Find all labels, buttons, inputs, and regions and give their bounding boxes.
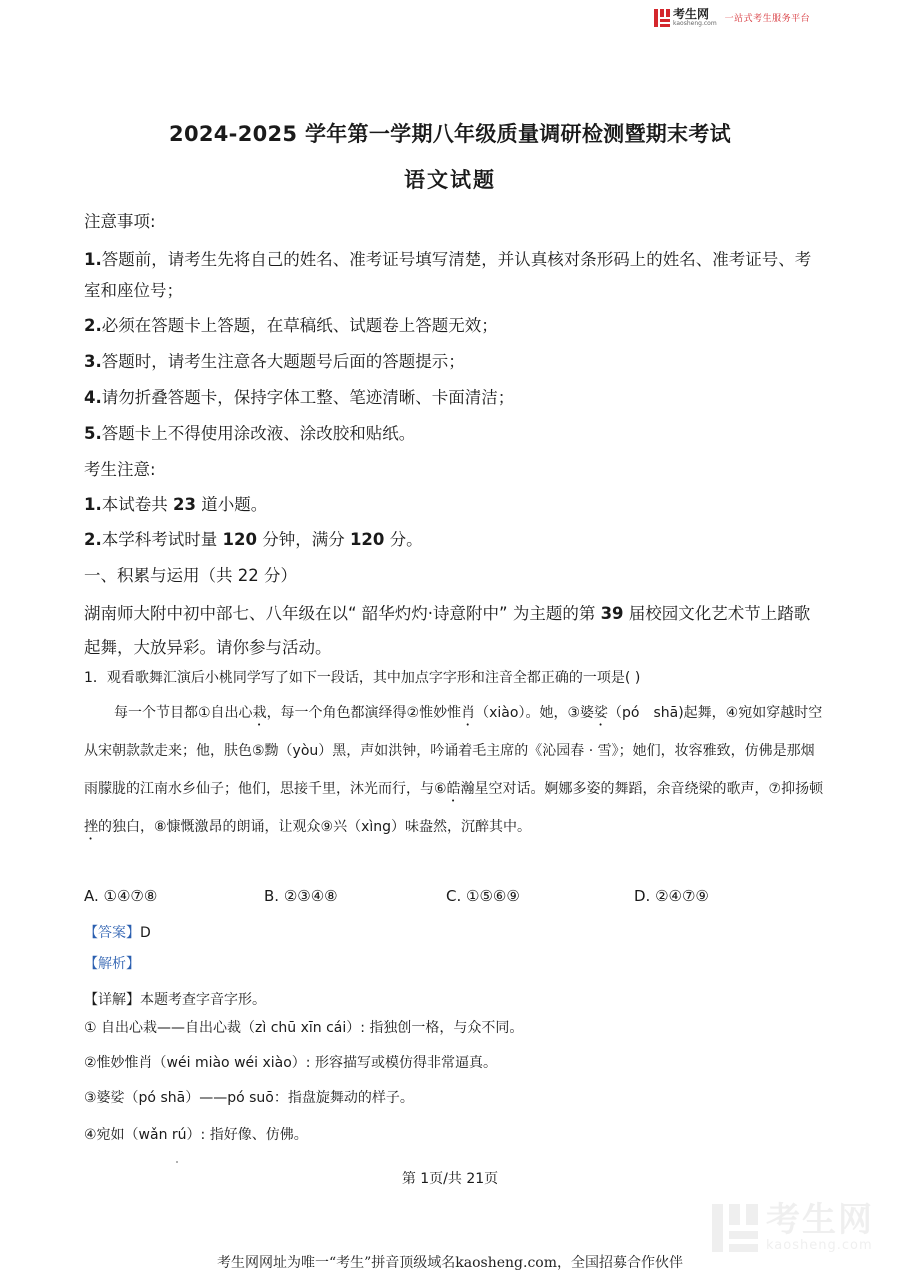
notice-item-number: 3. [84,352,102,371]
item-text: 道小题。 [195,495,268,514]
dotted-char: 栽 [252,705,267,721]
item-text: 本学科考试时量 [101,530,223,549]
section-heading: 一、积累与运用（共 22 分） [84,566,297,585]
notice-item [84,348,465,372]
option-b: B. ②③④⑧ [264,887,338,905]
passage-text: ，每一个角色都演绎得②惟妙惟 [266,705,462,721]
analysis-detail: ②惟妙惟肖（wéi miào wéi xiào）: 形容描写或模仿得非常逼真。 [84,1055,497,1071]
passage-text: 每一个节目都①自出心 [114,705,253,721]
notice-item-text: 请勿折叠答题卡，保持字体工整、笔迹清晰、卡面清洁； [101,388,515,407]
intro-text: 届校园文化艺术节上踏歌起舞，大放异彩。请你参与活动。 [84,604,811,657]
candidate-notice-item [84,526,423,550]
candidate-notice-heading: 考生注意: [84,460,156,479]
stray-dot [176,1161,178,1163]
exam-title: 2024-2025 学年第一学期八年级质量调研检测暨期末考试 [169,122,731,146]
answer-label: 【答案】 [84,925,140,941]
analysis-detail: ③婆娑（pó shā）——pó suō：指盘旋舞动的样子。 [84,1090,414,1106]
notice-item [84,244,820,306]
exam-subtitle: 语文试题 [404,168,496,192]
dotted-char: 皓 [446,781,461,797]
item-text: 分钟，满分 [256,530,350,549]
notice-item [84,384,514,408]
page-number: 第 1页/共 21页 [401,1171,499,1187]
watermark-url: kaosheng.com [766,1238,873,1253]
dotted-char: 挫 [84,819,98,835]
question-passage [84,694,824,846]
intro-bold-number: 39 [600,604,624,623]
item-number: 1. [84,495,102,514]
logo-slogan: 一站式考生服务平台 [724,14,811,24]
passage-text: （xiào）。她，③婆 [475,705,594,721]
watermark-logo-icon [712,1204,758,1252]
item-text: 本试卷共 [101,495,173,514]
analysis-detail: ④宛如（wǎn rú）: 指好像、仿佛。 [84,1127,308,1143]
watermark-name: 考生网 [766,1200,874,1240]
notice-item-number: 5. [84,424,102,443]
option-a: A. ①④⑦⑧ [84,887,158,905]
logo-url: kaosheng.com [673,20,717,27]
notice-heading: 注意事项: [84,212,156,231]
notice-item-text: 必须在答题卡上答题，在草稿纸、试题卷上答题无效； [101,316,498,335]
answer-value: D [140,925,151,941]
item-text: 分。 [384,530,423,549]
analysis-detail: ① 自出心栽——自出心裁（zì chū xīn cái）: 指独创一格，与众不同。 [84,1020,524,1036]
notice-item-text: 答题时，请考生注意各大题题号后面的答题提示； [101,352,465,371]
watermark [712,1200,874,1253]
item-bold-number: 120 [349,530,385,549]
item-number: 2. [84,530,102,549]
candidate-notice-item [84,491,267,515]
notice-item-number: 4. [84,388,102,407]
passage-text: （pó shā)起舞，④宛如穿越时空从宋朝款款走来；他，肤色⑤黝（yòu）黑，声如洪钟，吟诵着毛主席的《沁园春 · 雪》；她们，妆容雅致，仿佛是那烟雨朦胧的江南水乡仙子；他们，思接千里，沐光而行，与⑥ [84,705,823,797]
item-bold-number: 120 [222,530,257,549]
analysis-detail: 【详解】本题考查字音字形。 [84,992,266,1008]
site-logo [654,8,810,27]
passage-text: 的独白，⑧慷慨激昂的朗诵，让观众⑨兴（xìng）味盎然，沉醉其中。 [98,819,532,835]
question-stem: 1．观看歌舞汇演后小桃同学写了如下一段话，其中加点字字形和注音全都正确的一项是( ) [84,670,641,686]
dotted-char: 娑 [594,705,608,721]
kaosheng-logo-icon [654,9,670,27]
footer-note: 考生网网址为唯一“考生”拼音顶级域名kaosheng.com，全国招募合作伙伴 [216,1255,684,1271]
notice-item-text: 答题卡上不得使用涂改液、涂改胶和贴纸。 [101,424,416,443]
notice-item-number: 1. [84,250,102,269]
logo-name: 考生网 [673,7,710,21]
option-c: C. ①⑤⑥⑨ [446,887,520,905]
notice-item [84,312,498,336]
notice-item-text: 答题前，请考生先将自己的姓名、准考证号填写清楚，并认真核对条形码上的姓名、准考证号、考室和座位号； [84,250,812,300]
dotted-char: 肖 [461,705,476,721]
section-intro [84,597,824,665]
option-d: D. ②④⑦⑨ [634,887,709,905]
intro-text: 湖南师大附中初中部七、八年级在以“ 韶华灼灼·诗意附中” 为主题的第 [84,604,601,623]
answer-line [84,922,151,942]
notice-item-number: 2. [84,316,102,335]
analysis-label: 【解析】 [84,956,140,972]
passage-text: 瀚星空对话。婀娜多姿的舞蹈，余音绕梁的歌声，⑦抑扬顿 [460,781,824,797]
item-bold-number: 23 [173,495,196,514]
notice-item [84,420,415,444]
